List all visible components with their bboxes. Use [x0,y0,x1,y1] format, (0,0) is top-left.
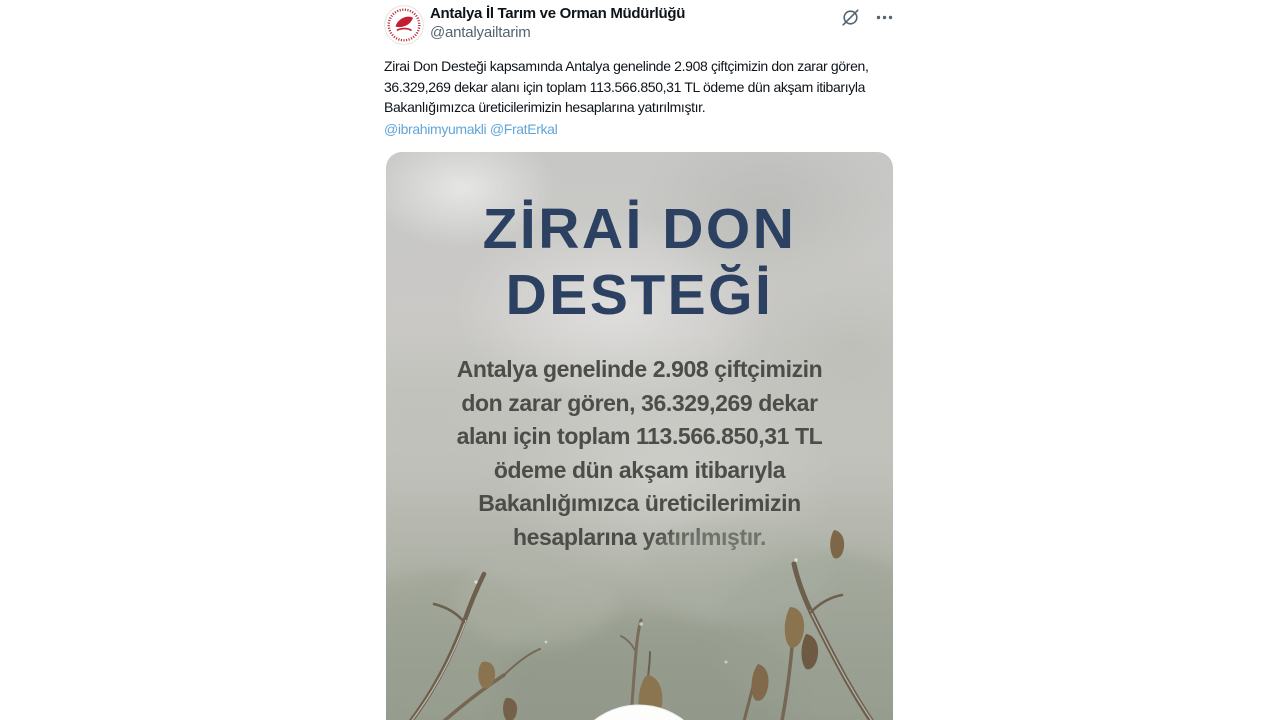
author-name[interactable]: Antalya İl Tarım ve Orman Müdürlüğü [430,5,686,22]
image-title [386,196,893,328]
tweet-header [384,0,896,48]
image-body-line: hesaplarına yatırılmıştır. [513,523,766,550]
author-handle[interactable]: @antalyailtarim [430,24,531,41]
tweet-text [384,56,896,139]
image-body-line: alanı için toplam 113.566.850,31 TL [456,423,823,449]
author-block [430,5,685,41]
ministry-logo-icon [384,5,424,45]
image-title-line1: ZİRAİ DON [482,197,797,261]
frost-branches-illustration [386,512,893,720]
image-body-line: ödeme dün akşam itibarıyla [493,456,786,483]
avatar[interactable] [384,5,424,45]
mention-link-ibrahimyumakli[interactable]: @ibrahimyumakli [384,120,487,137]
image-title-line2: DESTEĞİ [505,263,774,327]
tweet-header-actions [841,8,894,27]
image-body-line: Bakanlığımızca üreticilerimizin [478,490,801,516]
mention-link-fraterkal[interactable]: @FratErkal [489,120,558,137]
more-options-icon[interactable] [875,8,894,27]
tweet-body-text: Zirai Don Desteği kapsamında Antalya genelinde 2.908 çiftçimizin don zarar gören, 36.329,269 dekar alanı için toplam 113.566.850,31 TL ödeme dün akşam itibarıyla Bakanlığımızca üreticilerimizin hesaplarına yatırılmıştır. [384,58,869,115]
ministry-logo [564,703,714,720]
image-body-line: don zarar gören, 36.329,269 dekar [461,389,818,416]
tweet-detail [384,0,896,550]
grok-icon[interactable] [841,8,860,27]
tweet-image[interactable] [386,152,893,720]
image-body-line: Antalya genelinde 2.908 çiftçimizin [456,356,823,382]
tweet-mentions [384,119,896,140]
